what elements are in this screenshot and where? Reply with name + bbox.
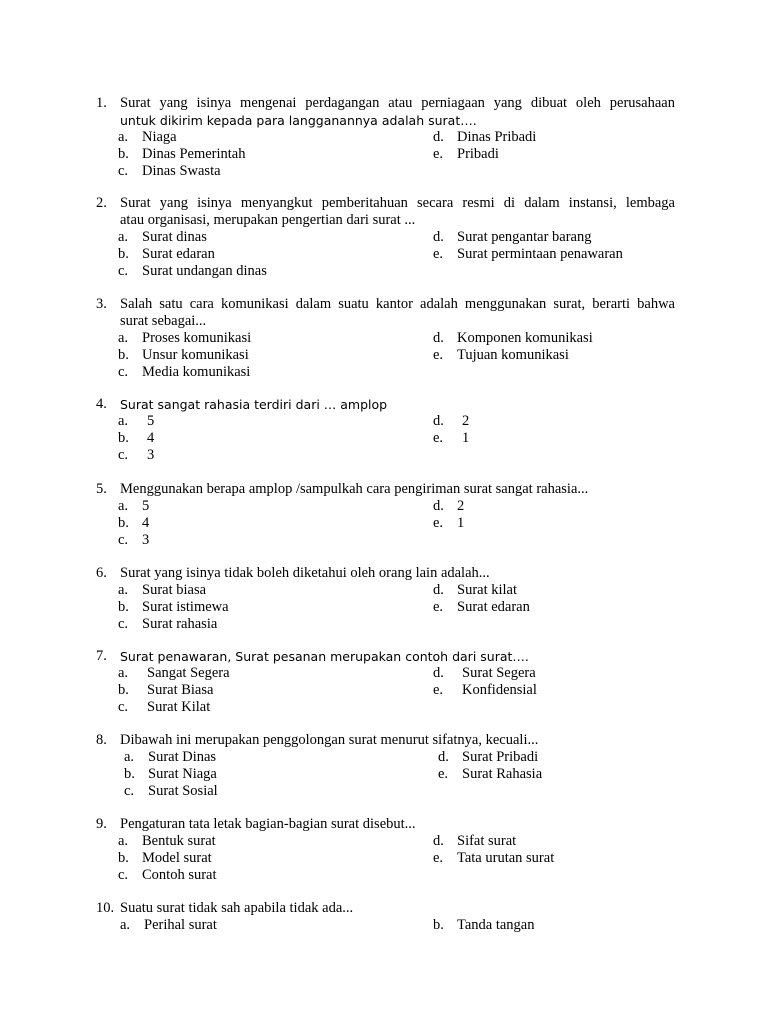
option-text: Sangat Segera (147, 665, 230, 681)
question-number: 2. (96, 195, 107, 211)
option-letter: c. (118, 616, 129, 632)
option-letter: a. (120, 917, 131, 933)
option-letter: d. (433, 229, 444, 245)
option-letter: e. (433, 347, 444, 363)
option-letter: a. (124, 749, 135, 765)
option-letter: d. (433, 498, 444, 514)
option-e (433, 682, 537, 699)
option-text: Perihal surat (144, 917, 217, 933)
question-text: Dibawah ini merupakan penggolongan surat menurut sifatnya, kecuali... (120, 732, 539, 748)
option-d (433, 413, 469, 430)
option-letter: a. (118, 129, 129, 145)
question-9 (0, 816, 768, 884)
option-letter: a. (118, 413, 129, 429)
option-text: Media komunikasi (142, 364, 251, 380)
option-b (118, 347, 249, 364)
option-letter: e. (433, 246, 444, 262)
question-1 (0, 95, 768, 180)
option-letter: d. (433, 413, 444, 429)
option-text: 4 (147, 430, 155, 446)
option-letter: d. (433, 129, 444, 145)
option-text: Dinas Pemerintah (142, 146, 246, 162)
question-5 (0, 481, 768, 549)
option-letter: b. (118, 515, 129, 531)
option-text: Dinas Swasta (142, 163, 221, 179)
question-7 (0, 648, 768, 716)
option-e (433, 146, 499, 163)
question-3 (0, 296, 768, 381)
question-8 (0, 732, 768, 800)
question-6 (0, 565, 768, 633)
option-letter: b. (433, 917, 444, 933)
option-text: 1 (462, 430, 470, 446)
option-d (438, 749, 538, 766)
question-text: Suatu surat tidak sah apabila tidak ada... (120, 900, 354, 916)
question-text: Surat sangat rahasia terdiri dari … amplop (120, 397, 388, 412)
option-b (118, 146, 246, 163)
option-text: Tujuan komunikasi (457, 347, 569, 363)
option-letter: b. (118, 682, 129, 698)
option-a (118, 129, 177, 146)
option-letter: c. (118, 364, 129, 380)
option-text: Surat Segera (462, 665, 536, 681)
question-number: 8. (96, 732, 107, 748)
option-letter: a. (118, 833, 129, 849)
option-text: Model surat (142, 850, 212, 866)
option-letter: d. (433, 833, 444, 849)
option-text: Surat permintaan penawaran (457, 246, 623, 262)
option-letter: d. (433, 582, 444, 598)
option-text: Konfidensial (462, 682, 537, 698)
option-letter: b. (118, 430, 129, 446)
option-text: Surat istimewa (142, 599, 229, 615)
question-number: 5. (96, 481, 107, 497)
option-b (118, 599, 229, 616)
option-letter: a. (118, 229, 129, 245)
option-d (433, 665, 536, 682)
question-text: Surat yang isinya menyangkut pemberitahuan secara resmi di dalam instansi, lembaga (120, 195, 675, 211)
question-number: 3. (96, 296, 107, 312)
option-letter: e. (433, 682, 444, 698)
option-text: Surat Biasa (147, 682, 214, 698)
option-letter: c. (118, 163, 129, 179)
option-a (118, 582, 206, 599)
option-letter: b. (118, 146, 129, 162)
option-letter: e. (433, 146, 444, 162)
question-10 (0, 900, 768, 934)
option-text: Surat biasa (142, 582, 207, 598)
option-letter: d. (438, 749, 449, 765)
question-2 (0, 195, 768, 280)
option-text: Surat rahasia (142, 616, 218, 632)
option-b (118, 850, 212, 867)
option-d (433, 833, 516, 850)
question-number: 10. (96, 900, 115, 916)
option-letter: d. (433, 665, 444, 681)
option-letter: c. (118, 867, 129, 883)
option-a (124, 749, 216, 766)
option-letter: d. (433, 330, 444, 346)
option-c (118, 364, 250, 381)
question-text: atau organisasi, merupakan pengertian dari surat ... (120, 212, 416, 228)
option-text: Tanda tangan (457, 917, 535, 933)
option-e (433, 850, 554, 867)
option-text: 2 (457, 498, 465, 514)
option-text: Dinas Pribadi (457, 129, 537, 145)
option-letter: e. (433, 430, 444, 446)
option-c (118, 163, 221, 180)
option-e (433, 246, 623, 263)
option-letter: b. (124, 766, 135, 782)
option-d (433, 582, 517, 599)
option-text: Surat undangan dinas (142, 263, 267, 279)
option-text: 4 (142, 515, 150, 531)
option-c (124, 783, 218, 800)
option-b (118, 682, 213, 699)
option-letter: c. (118, 699, 129, 715)
option-b (118, 246, 215, 263)
option-d (433, 129, 536, 146)
question-text: Menggunakan berapa amplop /sampulkah cara pengiriman surat sangat rahasia... (120, 481, 589, 497)
question-number: 6. (96, 565, 107, 581)
option-letter: c. (118, 532, 129, 548)
option-letter: e. (433, 599, 444, 615)
option-letter: a. (118, 330, 129, 346)
option-e (433, 430, 469, 447)
question-text: Surat yang isinya tidak boleh diketahui oleh orang lain adalah... (120, 565, 490, 581)
option-a (118, 330, 251, 347)
option-text: Contoh surat (142, 867, 217, 883)
option-b (124, 766, 217, 783)
option-letter: b. (118, 599, 129, 615)
option-e (433, 347, 569, 364)
option-d (433, 330, 593, 347)
option-a (118, 229, 207, 246)
question-text: Salah satu cara komunikasi dalam suatu kantor adalah menggunakan surat, berarti bahwa (120, 296, 675, 312)
option-text: Proses komunikasi (142, 330, 252, 346)
option-text: 3 (147, 447, 155, 463)
option-text: 2 (462, 413, 470, 429)
option-text: Surat dinas (142, 229, 207, 245)
option-b (118, 515, 149, 532)
option-e (438, 766, 542, 783)
option-text: Surat Pribadi (462, 749, 539, 765)
option-letter: c. (118, 447, 129, 463)
option-text: 5 (142, 498, 150, 514)
option-text: Komponen komunikasi (457, 330, 593, 346)
option-c (118, 532, 149, 549)
option-b (433, 917, 535, 934)
option-letter: b. (118, 850, 129, 866)
option-c (118, 699, 210, 716)
question-text: untuk dikirim kepada para langganannya adalah surat…. (120, 113, 477, 128)
option-text: Tata urutan surat (457, 850, 555, 866)
option-letter: b. (118, 246, 129, 262)
option-letter: e. (438, 766, 449, 782)
option-d (433, 498, 464, 515)
option-a (118, 833, 216, 850)
question-text: surat sebagai... (120, 313, 207, 329)
option-text: Surat edaran (457, 599, 530, 615)
option-text: 1 (457, 515, 465, 531)
option-text: Niaga (142, 129, 177, 145)
option-text: Bentuk surat (142, 833, 216, 849)
option-letter: c. (124, 783, 135, 799)
question-text: Surat penawaran, Surat pesanan merupakan contoh dari surat…. (120, 649, 529, 664)
option-letter: a. (118, 582, 129, 598)
question-number: 1. (96, 95, 107, 111)
question-4 (0, 396, 768, 464)
option-a (118, 413, 154, 430)
option-d (433, 229, 591, 246)
option-text: Surat Niaga (148, 766, 217, 782)
option-a (118, 498, 149, 515)
option-text: Surat Dinas (148, 749, 217, 765)
option-letter: c. (118, 263, 129, 279)
option-letter: a. (118, 665, 129, 681)
option-text: Surat Rahasia (462, 766, 543, 782)
option-c (118, 867, 217, 884)
option-a (120, 917, 217, 934)
option-text: 3 (142, 532, 150, 548)
option-a (118, 665, 230, 682)
option-text: Surat edaran (142, 246, 215, 262)
option-text: Surat pengantar barang (457, 229, 592, 245)
option-text: Surat Sosial (148, 783, 218, 799)
option-text: Unsur komunikasi (142, 347, 249, 363)
option-text: 5 (147, 413, 155, 429)
option-letter: e. (433, 850, 444, 866)
option-b (118, 430, 154, 447)
question-number: 4. (96, 396, 107, 412)
option-e (433, 515, 464, 532)
option-c (118, 616, 217, 633)
option-text: Surat Kilat (147, 699, 211, 715)
option-letter: a. (118, 498, 129, 514)
question-number: 9. (96, 816, 107, 832)
question-text: Surat yang isinya mengenai perdagangan atau perniagaan yang dibuat oleh perusahaan (120, 95, 675, 111)
option-letter: e. (433, 515, 444, 531)
option-letter: b. (118, 347, 129, 363)
option-c (118, 447, 154, 464)
option-text: Sifat surat (457, 833, 517, 849)
question-number: 7. (96, 648, 107, 664)
option-text: Pribadi (457, 146, 499, 162)
question-text: Pengaturan tata letak bagian-bagian surat disebut... (120, 816, 416, 832)
option-text: Surat kilat (457, 582, 518, 598)
option-e (433, 599, 530, 616)
option-c (118, 263, 267, 280)
